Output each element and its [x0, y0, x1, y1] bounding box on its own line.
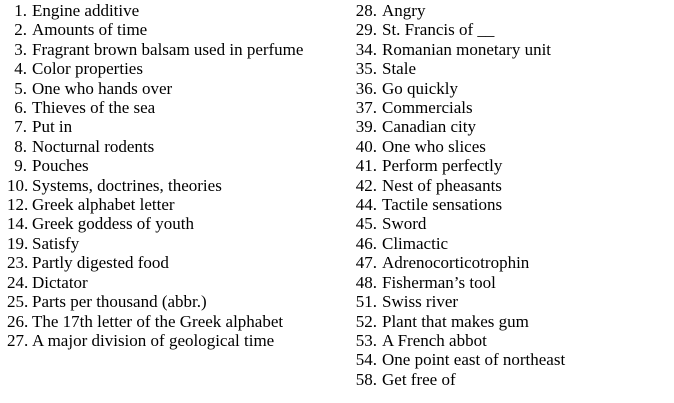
clue-number: 2.: [14, 20, 27, 40]
clue-number: 26.: [7, 311, 29, 331]
clue-item: [355, 137, 670, 156]
clue-text: Systems, doctrines, theories: [32, 175, 222, 195]
clue-text: St. Francis of __: [382, 20, 495, 40]
clue-text: Nocturnal rodents: [32, 136, 155, 156]
clue-text: One point east of northeast: [382, 350, 566, 370]
clue-item: [355, 79, 670, 98]
clue-number: 8.: [14, 136, 27, 156]
clue-item: [7, 79, 345, 98]
clue-number: 52.: [355, 311, 377, 331]
clue-item: [7, 292, 345, 311]
clue-item: [355, 1, 670, 20]
clue-number: 48.: [355, 272, 377, 292]
clue-number: 44.: [355, 195, 377, 215]
clue-number: 28.: [355, 1, 377, 20]
clue-number: 7.: [14, 117, 27, 137]
clue-number: 12.: [7, 195, 29, 215]
clue-number: 42.: [355, 175, 377, 195]
clue-item: [355, 156, 670, 175]
clue-text: Greek alphabet letter: [32, 195, 175, 215]
clue-text: Commercials: [382, 98, 473, 118]
clue-text: Put in: [32, 117, 73, 137]
clue-text: Partly digested food: [32, 253, 169, 273]
clue-number: 25.: [7, 292, 29, 312]
clue-item: [7, 331, 345, 350]
clue-text: Climactic: [382, 233, 449, 253]
clue-number: 23.: [7, 253, 29, 273]
clue-number: 27.: [7, 330, 29, 350]
clue-number: 3.: [14, 39, 27, 59]
clue-number: 34.: [355, 39, 377, 59]
clue-item: [355, 253, 670, 272]
clue-text: Swiss river: [382, 292, 459, 312]
clue-item: [7, 214, 345, 233]
clue-item: [355, 98, 670, 117]
clue-item: [355, 195, 670, 214]
clue-text: Nest of pheasants: [382, 175, 502, 195]
clue-text: Get free of: [382, 369, 456, 389]
clue-text: Color properties: [32, 59, 143, 79]
clue-text: Pouches: [32, 156, 89, 176]
clue-text: Greek goddess of youth: [32, 214, 194, 234]
clue-item: [7, 1, 345, 20]
clue-text: Canadian city: [382, 117, 476, 137]
clue-text: Parts per thousand (abbr.): [32, 292, 207, 312]
clue-text: Dictator: [32, 272, 88, 292]
clue-item: [355, 117, 670, 136]
clue-number: 24.: [7, 272, 29, 292]
clue-text: One who slices: [382, 136, 486, 156]
clue-text: Engine additive: [32, 1, 140, 20]
clue-item: [355, 20, 670, 39]
clue-column-right: [355, 1, 670, 389]
clue-item: [7, 234, 345, 253]
clue-text: Adrenocorticotrophin: [382, 253, 530, 273]
clue-number: 53.: [355, 330, 377, 350]
clue-item: [7, 195, 345, 214]
clue-item: [355, 59, 670, 78]
clue-item: [7, 20, 345, 39]
clue-number: 40.: [355, 136, 377, 156]
clue-number: 41.: [355, 156, 377, 176]
clue-text: The 17th letter of the Greek alphabet: [32, 311, 284, 331]
clue-text: One who hands over: [32, 78, 173, 98]
clue-text: A major division of geological time: [32, 330, 275, 350]
clue-item: [355, 234, 670, 253]
clue-number: 46.: [355, 233, 377, 253]
clue-number: 54.: [355, 350, 377, 370]
clue-item: [355, 350, 670, 369]
clue-text: Go quickly: [382, 78, 459, 98]
clue-text: Fragrant brown balsam used in perfume: [32, 39, 304, 59]
clue-text: Stale: [382, 59, 416, 79]
clue-number: 47.: [355, 253, 377, 273]
clue-number: 58.: [355, 369, 377, 389]
clue-text: Romanian monetary unit: [382, 39, 552, 59]
clue-item: [355, 40, 670, 59]
clue-text: Fisherman’s tool: [382, 272, 496, 292]
clue-item: [7, 156, 345, 175]
clue-item: [355, 370, 670, 389]
clue-number: 39.: [355, 117, 377, 137]
clue-text: A French abbot: [382, 330, 487, 350]
clue-number: 45.: [355, 214, 377, 234]
clue-item: [355, 312, 670, 331]
clue-item: [7, 273, 345, 292]
clue-item: [7, 176, 345, 195]
clue-item: [355, 176, 670, 195]
clue-column-left: [7, 1, 345, 350]
clue-number: 5.: [14, 78, 27, 98]
clue-text: Amounts of time: [32, 20, 148, 40]
clue-item: [355, 292, 670, 311]
clue-item: [7, 98, 345, 117]
clue-number: 6.: [14, 98, 27, 118]
clue-number: 10.: [7, 175, 29, 195]
clue-text: Sword: [382, 214, 427, 234]
clue-item: [7, 312, 345, 331]
clue-item: [7, 253, 345, 272]
clue-number: 37.: [355, 98, 377, 118]
clue-item: [355, 331, 670, 350]
clue-item: [7, 117, 345, 136]
clue-number: 9.: [14, 156, 27, 176]
clue-item: [7, 137, 345, 156]
clue-number: 36.: [355, 78, 377, 98]
clue-item: [7, 59, 345, 78]
clue-number: 29.: [355, 20, 377, 40]
clue-number: 51.: [355, 292, 377, 312]
clue-number: 4.: [14, 59, 27, 79]
clue-number: 19.: [7, 233, 29, 253]
clue-text: Plant that makes gum: [382, 311, 529, 331]
clue-text: Angry: [382, 1, 426, 20]
clue-text: Satisfy: [32, 233, 80, 253]
clue-number: 1.: [14, 1, 27, 20]
clue-text: Perform perfectly: [382, 156, 503, 176]
clue-item: [7, 40, 345, 59]
clue-item: [355, 214, 670, 233]
clue-text: Tactile sensations: [382, 195, 503, 215]
clue-text: Thieves of the sea: [32, 98, 156, 118]
clue-number: 35.: [355, 59, 377, 79]
clue-item: [355, 273, 670, 292]
clue-number: 14.: [7, 214, 29, 234]
